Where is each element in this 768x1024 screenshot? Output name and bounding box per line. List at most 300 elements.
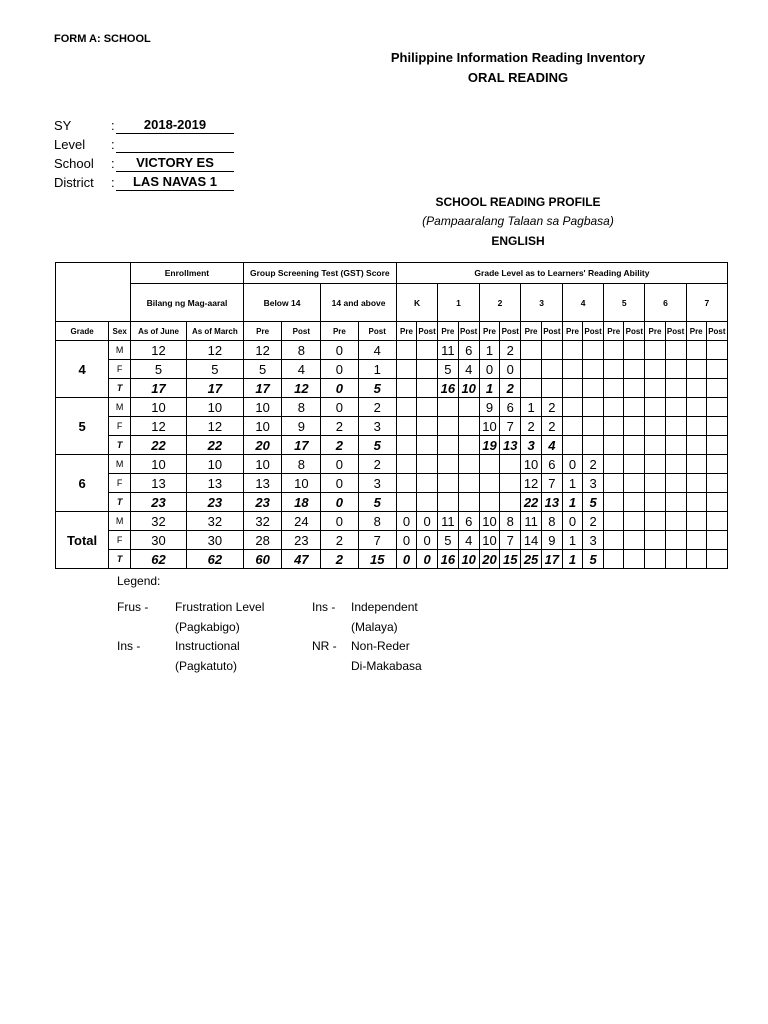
table-cell: 12 xyxy=(186,417,243,436)
table-cell: 2 xyxy=(541,417,562,436)
table-cell: 1 xyxy=(562,493,582,512)
table-cell: 4 xyxy=(458,360,479,379)
table-cell xyxy=(645,512,665,531)
table-cell: 6 xyxy=(458,341,479,360)
table-cell: 13 xyxy=(243,474,282,493)
table-cell: 4 xyxy=(458,531,479,550)
sex-cell: T xyxy=(109,550,131,569)
table-row xyxy=(56,360,728,379)
table-cell xyxy=(396,341,416,360)
sex-cell: M xyxy=(109,398,131,417)
table-cell xyxy=(665,417,686,436)
table-cell xyxy=(624,436,645,455)
table-cell xyxy=(562,398,582,417)
enrollment-header: Enrollment xyxy=(131,263,244,284)
table-row xyxy=(56,436,728,455)
sex-col-header: Sex xyxy=(109,322,131,341)
table-cell xyxy=(706,341,727,360)
table-cell: 23 xyxy=(282,531,321,550)
header-row-3 xyxy=(56,322,728,341)
table-cell xyxy=(541,360,562,379)
table-cell xyxy=(458,455,479,474)
level-colon: : xyxy=(111,137,115,152)
table-cell: 5 xyxy=(438,360,458,379)
table-cell xyxy=(665,550,686,569)
table-cell: 8 xyxy=(500,512,521,531)
table-cell: 7 xyxy=(358,531,396,550)
table-cell: 17 xyxy=(131,379,187,398)
table-cell xyxy=(624,550,645,569)
post-col-header: Post xyxy=(282,322,321,341)
table-row xyxy=(56,455,728,474)
table-cell: 32 xyxy=(131,512,187,531)
table-cell: 5 xyxy=(243,360,282,379)
table-cell: 5 xyxy=(583,550,604,569)
post-col-header: Post xyxy=(417,322,438,341)
sex-cell: M xyxy=(109,455,131,474)
pre-col-header: Pre xyxy=(321,322,358,341)
table-cell xyxy=(521,379,541,398)
table-cell: 10 xyxy=(282,474,321,493)
june-col-header: As of June xyxy=(131,322,187,341)
legend-text: Frustration Level xyxy=(175,600,265,614)
table-cell: 1 xyxy=(479,379,499,398)
table-cell: 5 xyxy=(438,531,458,550)
table-cell xyxy=(645,360,665,379)
post-col-header: Post xyxy=(458,322,479,341)
level-header-6: 6 xyxy=(645,284,686,322)
table-cell: 20 xyxy=(479,550,499,569)
table-cell xyxy=(396,360,416,379)
table-cell xyxy=(583,417,604,436)
table-cell xyxy=(665,474,686,493)
table-cell: 3 xyxy=(583,531,604,550)
table-cell: 6 xyxy=(500,398,521,417)
table-cell: 28 xyxy=(243,531,282,550)
table-cell: 0 xyxy=(321,379,358,398)
table-cell: 32 xyxy=(186,512,243,531)
table-cell xyxy=(624,512,645,531)
table-cell xyxy=(458,436,479,455)
sy-value: 2018-2019 xyxy=(116,117,234,134)
table-row xyxy=(56,341,728,360)
sex-cell: F xyxy=(109,531,131,550)
pre-col-header: Pre xyxy=(686,322,706,341)
table-cell xyxy=(417,436,438,455)
table-cell xyxy=(583,436,604,455)
pre-col-header: Pre xyxy=(604,322,624,341)
table-cell xyxy=(562,360,582,379)
table-row xyxy=(56,550,728,569)
table-cell xyxy=(417,417,438,436)
table-cell: 0 xyxy=(321,360,358,379)
table-cell xyxy=(624,341,645,360)
table-cell xyxy=(417,474,438,493)
table-cell: 16 xyxy=(438,379,458,398)
table-cell: 5 xyxy=(358,493,396,512)
table-cell: 2 xyxy=(583,512,604,531)
school-value: VICTORY ES xyxy=(116,155,234,172)
profile-language: ENGLISH xyxy=(491,234,545,248)
table-cell xyxy=(686,379,706,398)
table-cell: 2 xyxy=(321,550,358,569)
table-cell: 6 xyxy=(458,512,479,531)
table-cell xyxy=(541,341,562,360)
table-cell: 0 xyxy=(396,550,416,569)
table-cell xyxy=(500,455,521,474)
table-cell: 10 xyxy=(243,417,282,436)
table-cell xyxy=(624,398,645,417)
table-cell: 15 xyxy=(358,550,396,569)
district-colon: : xyxy=(111,175,115,190)
table-cell: 8 xyxy=(358,512,396,531)
table-cell: 1 xyxy=(479,341,499,360)
table-row xyxy=(56,379,728,398)
level-header-5: 5 xyxy=(604,284,645,322)
grade-cell: Total xyxy=(56,512,109,569)
table-cell xyxy=(706,493,727,512)
table-cell xyxy=(604,455,624,474)
table-cell: 9 xyxy=(479,398,499,417)
post-col-header: Post xyxy=(665,322,686,341)
table-cell xyxy=(624,474,645,493)
table-cell xyxy=(417,493,438,512)
table-cell: 5 xyxy=(358,379,396,398)
table-cell: 1 xyxy=(562,550,582,569)
table-cell: 32 xyxy=(243,512,282,531)
table-cell xyxy=(396,436,416,455)
table-cell: 2 xyxy=(583,455,604,474)
table-cell: 3 xyxy=(358,474,396,493)
grade-cell: 4 xyxy=(56,341,109,398)
table-cell xyxy=(686,417,706,436)
legend-text: Di-Makabasa xyxy=(351,659,422,673)
table-cell: 2 xyxy=(500,379,521,398)
legend-code: NR - xyxy=(312,639,337,653)
table-cell: 5 xyxy=(583,493,604,512)
table-cell: 13 xyxy=(500,436,521,455)
table-cell xyxy=(396,474,416,493)
table-cell: 12 xyxy=(521,474,541,493)
table-cell xyxy=(706,398,727,417)
form-label: FORM A: SCHOOL xyxy=(54,33,151,45)
table-cell: 4 xyxy=(541,436,562,455)
table-cell xyxy=(604,493,624,512)
pre-col-header: Pre xyxy=(479,322,499,341)
table-cell xyxy=(624,531,645,550)
table-cell: 8 xyxy=(282,398,321,417)
table-cell: 22 xyxy=(186,436,243,455)
table-cell: 12 xyxy=(282,379,321,398)
table-cell: 1 xyxy=(562,531,582,550)
table-cell: 2 xyxy=(321,531,358,550)
table-cell: 3 xyxy=(583,474,604,493)
sex-cell: F xyxy=(109,360,131,379)
table-cell: 30 xyxy=(131,531,187,550)
table-cell xyxy=(438,455,458,474)
table-cell xyxy=(706,550,727,569)
level-label: Level xyxy=(54,137,86,152)
table-cell: 2 xyxy=(358,455,396,474)
table-cell xyxy=(665,455,686,474)
table-cell xyxy=(583,341,604,360)
table-cell xyxy=(645,417,665,436)
post-col-header: Post xyxy=(500,322,521,341)
table-cell: 2 xyxy=(321,436,358,455)
table-cell xyxy=(583,360,604,379)
table-cell: 22 xyxy=(521,493,541,512)
pre-col-header: Pre xyxy=(438,322,458,341)
grade-cell: 5 xyxy=(56,398,109,455)
legend-text: Independent xyxy=(351,600,418,614)
table-cell xyxy=(604,341,624,360)
table-cell: 8 xyxy=(282,341,321,360)
table-cell: 10 xyxy=(186,398,243,417)
table-cell: 60 xyxy=(243,550,282,569)
table-cell: 10 xyxy=(131,398,187,417)
table-cell: 5 xyxy=(186,360,243,379)
table-cell xyxy=(458,398,479,417)
table-cell: 1 xyxy=(562,474,582,493)
table-cell: 13 xyxy=(541,493,562,512)
table-cell: 10 xyxy=(243,398,282,417)
table-cell xyxy=(479,474,499,493)
table-cell: 0 xyxy=(396,531,416,550)
table-cell: 9 xyxy=(282,417,321,436)
table-cell xyxy=(706,436,727,455)
gst-header: Group Screening Test (GST) Score xyxy=(243,263,396,284)
post-col-header: Post xyxy=(624,322,645,341)
table-cell xyxy=(521,360,541,379)
table-cell: 8 xyxy=(541,512,562,531)
table-cell xyxy=(665,531,686,550)
reading-profile-table xyxy=(55,262,728,569)
table-cell xyxy=(645,531,665,550)
school-label: School xyxy=(54,156,94,171)
table-cell: 0 xyxy=(500,360,521,379)
table-cell xyxy=(706,474,727,493)
document-title: Philippine Information Reading Inventory xyxy=(390,50,646,65)
table-cell: 0 xyxy=(321,512,358,531)
table-cell xyxy=(521,341,541,360)
legend-code: Ins - xyxy=(312,600,336,614)
table-cell: 10 xyxy=(479,417,499,436)
sex-cell: M xyxy=(109,341,131,360)
sex-cell: F xyxy=(109,474,131,493)
table-cell: 12 xyxy=(243,341,282,360)
table-cell: 0 xyxy=(417,531,438,550)
table-cell xyxy=(686,550,706,569)
table-cell xyxy=(417,379,438,398)
level-header-7: 7 xyxy=(686,284,727,322)
march-col-header: As of March xyxy=(186,322,243,341)
table-cell xyxy=(706,512,727,531)
table-cell xyxy=(562,417,582,436)
table-cell xyxy=(624,360,645,379)
sy-colon: : xyxy=(111,118,115,133)
legend-code: Ins - xyxy=(117,639,141,653)
table-cell xyxy=(706,379,727,398)
table-cell: 7 xyxy=(500,531,521,550)
table-cell xyxy=(645,455,665,474)
table-cell: 10 xyxy=(131,455,187,474)
table-cell xyxy=(438,474,458,493)
table-cell xyxy=(665,398,686,417)
table-cell xyxy=(645,341,665,360)
table-cell: 15 xyxy=(500,550,521,569)
table-cell: 23 xyxy=(131,493,187,512)
blank-header-cell xyxy=(56,263,131,322)
table-cell xyxy=(583,398,604,417)
table-cell: 10 xyxy=(458,550,479,569)
table-cell xyxy=(396,379,416,398)
table-cell xyxy=(645,493,665,512)
table-cell: 12 xyxy=(186,341,243,360)
table-cell: 6 xyxy=(541,455,562,474)
table-cell xyxy=(604,474,624,493)
table-cell: 11 xyxy=(521,512,541,531)
table-cell xyxy=(417,398,438,417)
table-cell: 5 xyxy=(358,436,396,455)
table-cell xyxy=(624,455,645,474)
table-cell xyxy=(686,341,706,360)
table-cell: 0 xyxy=(396,512,416,531)
table-cell: 1 xyxy=(521,398,541,417)
table-cell xyxy=(604,417,624,436)
district-label: District xyxy=(54,175,94,190)
table-row xyxy=(56,417,728,436)
legend-text: (Pagkatuto) xyxy=(175,659,238,673)
level-header-0: K xyxy=(396,284,437,322)
table-cell xyxy=(645,436,665,455)
table-cell: 11 xyxy=(438,512,458,531)
table-cell: 22 xyxy=(131,436,187,455)
table-cell xyxy=(686,531,706,550)
table-cell: 3 xyxy=(358,417,396,436)
sex-cell: T xyxy=(109,379,131,398)
table-cell: 10 xyxy=(479,512,499,531)
table-cell: 24 xyxy=(282,512,321,531)
table-row xyxy=(56,512,728,531)
table-cell xyxy=(645,474,665,493)
table-cell: 4 xyxy=(282,360,321,379)
table-cell: 14 xyxy=(521,531,541,550)
table-cell: 2 xyxy=(541,398,562,417)
table-row xyxy=(56,493,728,512)
table-cell xyxy=(458,474,479,493)
pre-col-header: Pre xyxy=(396,322,416,341)
table-cell xyxy=(604,436,624,455)
table-row xyxy=(56,531,728,550)
table-cell xyxy=(604,550,624,569)
grade-level-header: Grade Level as to Learners' Reading Ability xyxy=(396,263,727,284)
sex-cell: M xyxy=(109,512,131,531)
pre-col-header: Pre xyxy=(562,322,582,341)
table-cell: 23 xyxy=(186,493,243,512)
pre-col-header: Pre xyxy=(521,322,541,341)
table-cell: 2 xyxy=(321,417,358,436)
table-cell: 7 xyxy=(500,417,521,436)
table-cell xyxy=(624,417,645,436)
table-cell xyxy=(438,417,458,436)
table-cell: 17 xyxy=(541,550,562,569)
table-cell: 0 xyxy=(479,360,499,379)
table-cell xyxy=(604,379,624,398)
table-cell xyxy=(500,493,521,512)
table-cell: 16 xyxy=(438,550,458,569)
document-subtitle: ORAL READING xyxy=(467,70,569,85)
pre-col-header: Pre xyxy=(243,322,282,341)
profile-subtitle: (Pampaaralang Talaan sa Pagbasa) xyxy=(422,214,614,228)
table-cell: 4 xyxy=(358,341,396,360)
table-cell xyxy=(438,436,458,455)
table-cell xyxy=(665,493,686,512)
table-cell xyxy=(396,493,416,512)
table-cell xyxy=(665,436,686,455)
level-header-1: 1 xyxy=(438,284,480,322)
table-cell xyxy=(665,379,686,398)
table-cell: 10 xyxy=(458,379,479,398)
table-cell: 17 xyxy=(186,379,243,398)
table-cell xyxy=(645,550,665,569)
legend-text: Non-Reder xyxy=(351,639,410,653)
post-col-header: Post xyxy=(706,322,727,341)
table-cell xyxy=(562,341,582,360)
table-cell xyxy=(686,360,706,379)
table-cell: 12 xyxy=(131,417,187,436)
table-cell xyxy=(458,493,479,512)
legend-text: (Malaya) xyxy=(351,620,398,634)
sex-cell: T xyxy=(109,436,131,455)
table-cell xyxy=(479,455,499,474)
header-row-2 xyxy=(56,284,728,322)
table-cell: 62 xyxy=(131,550,187,569)
table-cell xyxy=(541,379,562,398)
enrollment-subheader: Bilang ng Mag-aaral xyxy=(131,284,244,322)
table-cell: 9 xyxy=(541,531,562,550)
table-cell xyxy=(396,455,416,474)
post-col-header: Post xyxy=(583,322,604,341)
table-cell: 30 xyxy=(186,531,243,550)
table-cell: 18 xyxy=(282,493,321,512)
table-cell xyxy=(706,455,727,474)
table-cell xyxy=(396,417,416,436)
header-row-1 xyxy=(56,263,728,284)
table-cell xyxy=(438,398,458,417)
table-cell: 11 xyxy=(438,341,458,360)
table-cell: 62 xyxy=(186,550,243,569)
table-cell xyxy=(686,455,706,474)
table-cell: 0 xyxy=(321,455,358,474)
table-cell xyxy=(604,531,624,550)
profile-title: SCHOOL READING PROFILE xyxy=(435,195,601,209)
table-cell: 10 xyxy=(186,455,243,474)
table-cell: 0 xyxy=(321,474,358,493)
legend-code: Frus - xyxy=(117,600,149,614)
sex-cell: F xyxy=(109,417,131,436)
sex-cell: T xyxy=(109,493,131,512)
table-cell xyxy=(686,493,706,512)
table-cell xyxy=(438,493,458,512)
table-cell: 10 xyxy=(243,455,282,474)
table-cell xyxy=(562,436,582,455)
table-cell xyxy=(665,360,686,379)
table-cell: 2 xyxy=(358,398,396,417)
table-cell xyxy=(686,436,706,455)
table-cell xyxy=(479,493,499,512)
table-cell: 8 xyxy=(282,455,321,474)
table-cell xyxy=(706,360,727,379)
